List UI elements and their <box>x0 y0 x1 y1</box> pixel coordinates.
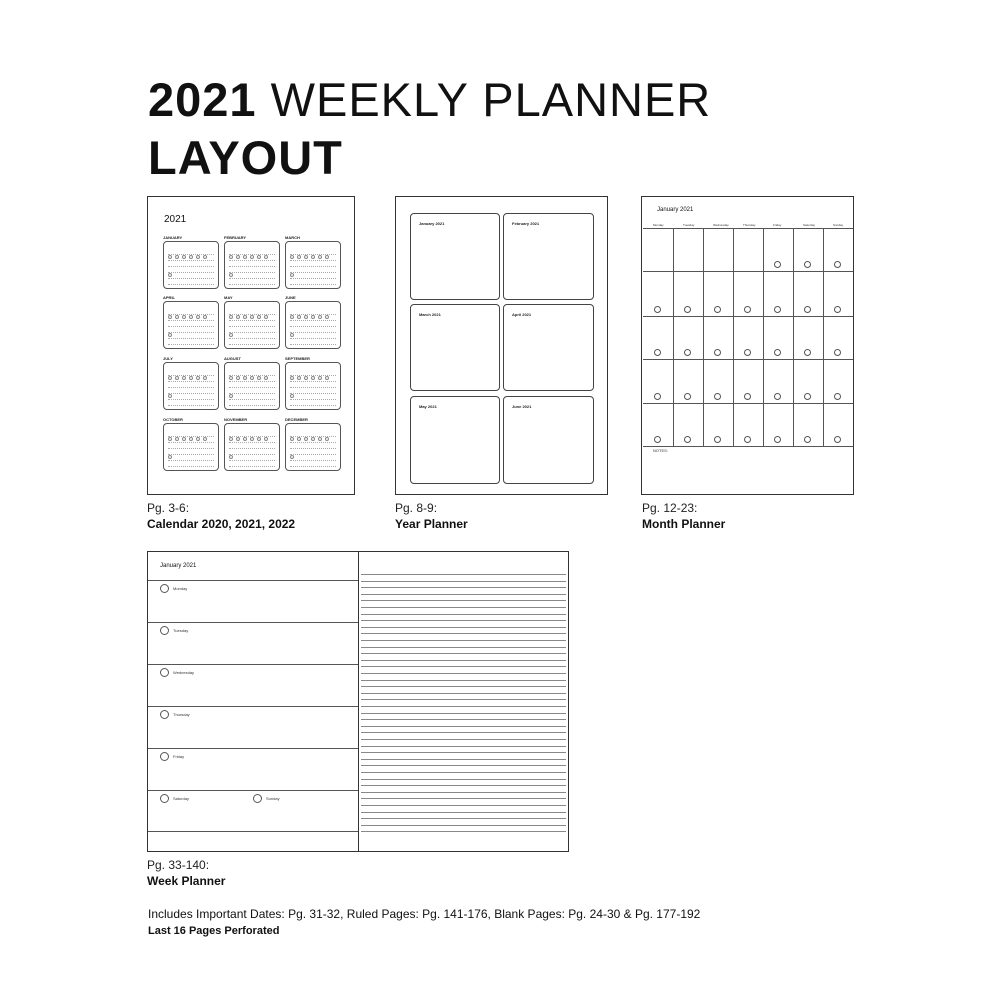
calendar-week-row <box>290 399 336 400</box>
calendar-mini-month <box>285 423 341 471</box>
calendar-mini-month <box>163 423 219 471</box>
ruled-line <box>361 785 566 786</box>
date-circle <box>834 349 841 356</box>
year-planner-box <box>503 304 594 391</box>
calendar-week-row <box>168 266 214 267</box>
day-circle <box>160 752 169 761</box>
ruled-line <box>361 732 566 733</box>
date-circle <box>774 261 781 268</box>
date-circle <box>774 349 781 356</box>
calendar-week-row <box>168 260 214 261</box>
year-planner-box <box>503 213 594 300</box>
month-planner-name: Month Planner <box>642 517 726 531</box>
ruled-line <box>361 620 566 621</box>
weekday-markers <box>290 246 336 250</box>
date-circle <box>834 393 841 400</box>
calendar-week-row <box>229 344 275 345</box>
calendar-week-row <box>168 405 214 406</box>
notes-label: NOTES: <box>653 448 668 453</box>
calendar-week-row <box>229 338 275 339</box>
ruled-line <box>361 574 566 575</box>
calendar-mini-month <box>163 362 219 410</box>
ruled-line <box>361 647 566 648</box>
day-circle <box>160 626 169 635</box>
month-planner-heading: January 2021 <box>657 207 694 213</box>
calendar-week-row <box>290 344 336 345</box>
calendar-week-row <box>290 381 336 382</box>
ruled-line <box>361 607 566 608</box>
calendar-week-row <box>229 278 275 279</box>
date-circle <box>774 306 781 313</box>
weekday-markers <box>229 428 275 432</box>
date-circle <box>654 306 661 313</box>
ruled-line <box>361 818 566 819</box>
calendar-week-row <box>168 454 214 455</box>
calendar-mini-month <box>224 241 280 289</box>
year-planner-box <box>410 304 500 391</box>
calendar-week-row <box>290 314 336 315</box>
weekday-markers <box>290 306 336 310</box>
ruled-line <box>361 594 566 595</box>
date-circle <box>684 306 691 313</box>
calendar-week-row <box>290 266 336 267</box>
year-planner-box <box>410 396 500 484</box>
month-planner-pages: Pg. 12-23: <box>642 501 698 515</box>
ruled-line <box>361 719 566 720</box>
ruled-line <box>361 825 566 826</box>
week-planner-name: Week Planner <box>147 874 226 888</box>
calendar-month-label: SEPTEMBER <box>285 356 310 361</box>
ruled-line <box>361 653 566 654</box>
date-circle <box>744 306 751 313</box>
grid-line <box>643 316 853 317</box>
day-label: Thursday <box>173 712 190 717</box>
date-circle <box>714 306 721 313</box>
ruled-line <box>361 759 566 760</box>
calendar-month-label: MAY <box>224 295 233 300</box>
calendar-week-row <box>229 375 275 376</box>
weekday-markers <box>168 428 214 432</box>
ruled-line <box>361 713 566 714</box>
calendar-week-row <box>290 442 336 443</box>
ruled-line <box>361 693 566 694</box>
calendar-week-row <box>290 375 336 376</box>
calendar-week-row <box>168 381 214 382</box>
date-circle <box>804 436 811 443</box>
ruled-line <box>361 772 566 773</box>
calendar-week-row <box>229 272 275 273</box>
grid-line <box>703 228 704 446</box>
day-divider <box>148 664 358 665</box>
grid-line <box>673 228 674 446</box>
grid-line <box>643 228 853 229</box>
year-planner-month: May 2021 <box>419 404 437 409</box>
day-label: Sunday <box>266 796 280 801</box>
calendar-month-label: JANUARY <box>163 235 183 240</box>
ruled-line <box>361 726 566 727</box>
calendar-month-label: DECEMBER <box>285 417 308 422</box>
ruled-line <box>361 640 566 641</box>
ruled-line <box>361 765 566 766</box>
calendar-month-label: JUNE <box>285 295 296 300</box>
weekday-markers <box>168 246 214 250</box>
calendar-week-row <box>290 272 336 273</box>
calendar-week-row <box>229 393 275 394</box>
calendar-week-row <box>168 442 214 443</box>
calendar-week-row <box>290 326 336 327</box>
date-circle <box>804 393 811 400</box>
calendar-week-row <box>168 254 214 255</box>
calendar-mini-month <box>224 362 280 410</box>
ruled-line <box>361 587 566 588</box>
ruled-line <box>361 746 566 747</box>
day-divider <box>148 706 358 707</box>
calendar-week-row <box>168 272 214 273</box>
calendar-week-row <box>229 332 275 333</box>
grid-line <box>643 446 853 447</box>
day-circle <box>160 584 169 593</box>
calendar-week-row <box>168 338 214 339</box>
month-planner-page <box>641 196 854 495</box>
date-circle <box>804 349 811 356</box>
date-circle <box>804 306 811 313</box>
calendar-week-row <box>290 284 336 285</box>
calendar-week-row <box>168 387 214 388</box>
day-circle <box>160 710 169 719</box>
calendar-week-row <box>229 260 275 261</box>
calendar-mini-month <box>285 301 341 349</box>
calendar-week-row <box>168 466 214 467</box>
date-circle <box>684 393 691 400</box>
calendar-week-row <box>168 278 214 279</box>
ruled-line <box>361 600 566 601</box>
day-circle <box>160 794 169 803</box>
date-circle <box>834 436 841 443</box>
date-circle <box>804 261 811 268</box>
ruled-line <box>361 666 566 667</box>
calendar-week-row <box>229 460 275 461</box>
date-circle <box>684 349 691 356</box>
calendar-week-row <box>168 375 214 376</box>
day-label: Saturday <box>173 796 190 801</box>
day-divider <box>148 748 358 749</box>
calendar-week-row <box>168 320 214 321</box>
year-planner-pages: Pg. 8-9: <box>395 501 438 515</box>
weekday-header: Sunday <box>833 223 844 227</box>
ruled-line <box>361 792 566 793</box>
grid-line <box>763 228 764 446</box>
grid-line <box>643 403 853 404</box>
calendar-week-row <box>168 326 214 327</box>
page-title <box>148 73 712 126</box>
calendar-mini-month <box>224 423 280 471</box>
calendar-week-row <box>290 332 336 333</box>
day-circle <box>160 668 169 677</box>
year-planner-month: June 2021 <box>512 404 532 409</box>
day-divider <box>148 580 358 581</box>
calendar-week-row <box>229 405 275 406</box>
calendar-week-row <box>168 460 214 461</box>
calendar-week-row <box>290 260 336 261</box>
calendar-week-row <box>168 448 214 449</box>
calendar-week-row <box>229 454 275 455</box>
calendar-week-row <box>290 320 336 321</box>
date-circle <box>654 349 661 356</box>
weekday-header: Thursday <box>743 223 756 227</box>
calendar-month-label: FEBRUARY <box>224 235 247 240</box>
calendar-month-label: MARCH <box>285 235 300 240</box>
calendar-week-row <box>229 320 275 321</box>
calendar-week-row <box>168 344 214 345</box>
day-divider <box>148 831 358 832</box>
grid-line <box>793 228 794 446</box>
weekday-header: Tuesday <box>683 223 695 227</box>
calendar-week-row <box>290 460 336 461</box>
week-planner-heading: January 2021 <box>160 563 197 569</box>
calendar-week-row <box>168 284 214 285</box>
calendar-mini-month <box>163 241 219 289</box>
weekday-header: Monday <box>653 223 664 227</box>
year-planner-month: April 2021 <box>512 312 532 317</box>
calendar-pages: Pg. 3-6: <box>147 501 190 515</box>
calendar-week-row <box>229 284 275 285</box>
date-circle <box>744 393 751 400</box>
ruled-line <box>361 581 566 582</box>
year-planner-month: February 2021 <box>512 221 540 226</box>
ruled-line <box>361 779 566 780</box>
calendar-week-row <box>290 436 336 437</box>
calendar-month-label: APRIL <box>163 295 175 300</box>
calendar-week-row <box>290 393 336 394</box>
calendar-week-row <box>290 338 336 339</box>
week-planner-pages: Pg. 33-140: <box>147 858 210 872</box>
grid-line <box>643 359 853 360</box>
calendar-week-row <box>290 387 336 388</box>
calendar-week-row <box>229 399 275 400</box>
page-subtitle <box>148 131 343 184</box>
ruled-line <box>361 831 566 832</box>
week-planner-spread <box>147 551 569 852</box>
weekday-header: Saturday <box>803 223 816 227</box>
year-planner-month: March 2021 <box>419 312 441 317</box>
calendar-week-row <box>290 466 336 467</box>
calendar-mini-month <box>285 362 341 410</box>
calendar-week-row <box>290 278 336 279</box>
calendar-month-label: JULY <box>163 356 173 361</box>
title-year: 2021 <box>148 73 257 126</box>
date-circle <box>834 306 841 313</box>
weekday-markers <box>290 367 336 371</box>
date-circle <box>684 436 691 443</box>
ruled-line <box>361 706 566 707</box>
calendar-week-row <box>290 254 336 255</box>
calendar-week-row <box>290 454 336 455</box>
ruled-line <box>361 805 566 806</box>
calendar-week-row <box>168 332 214 333</box>
weekday-header: Friday <box>773 223 782 227</box>
calendar-week-row <box>229 442 275 443</box>
ruled-line <box>361 812 566 813</box>
date-circle <box>744 436 751 443</box>
date-circle <box>714 349 721 356</box>
weekday-markers <box>229 306 275 310</box>
weekday-header: Wednesday <box>713 223 729 227</box>
year-planner-box <box>503 396 594 484</box>
grid-line <box>823 228 824 446</box>
calendar-week-row <box>290 448 336 449</box>
calendar-week-row <box>229 387 275 388</box>
calendar-week-row <box>229 466 275 467</box>
calendar-month-label: NOVEMBER <box>224 417 248 422</box>
day-label: Wednesday <box>173 670 195 675</box>
calendar-mini-month <box>224 301 280 349</box>
day-label: Monday <box>173 586 188 591</box>
grid-line <box>643 271 853 272</box>
title-layout: LAYOUT <box>148 131 343 184</box>
calendar-name: Calendar 2020, 2021, 2022 <box>147 517 296 531</box>
ruled-line <box>361 680 566 681</box>
calendar-week-row <box>168 399 214 400</box>
calendar-mini-month <box>285 241 341 289</box>
weekday-markers <box>168 306 214 310</box>
calendar-week-row <box>229 448 275 449</box>
date-circle <box>714 393 721 400</box>
weekday-markers <box>229 246 275 250</box>
date-circle <box>744 349 751 356</box>
ruled-line <box>361 752 566 753</box>
ruled-line <box>361 673 566 674</box>
calendar-month-label: OCTOBER <box>163 417 183 422</box>
day-label: Friday <box>173 754 185 759</box>
calendar-mini-month <box>163 301 219 349</box>
weekday-markers <box>290 428 336 432</box>
year-planner-box <box>410 213 500 300</box>
perforated-note: Last 16 Pages Perforated <box>148 925 280 937</box>
calendar-week-row <box>229 266 275 267</box>
title-rest: WEEKLY PLANNER <box>270 73 712 126</box>
weekday-markers <box>229 367 275 371</box>
calendar-week-row <box>290 405 336 406</box>
ruled-line <box>361 686 566 687</box>
calendar-week-row <box>229 381 275 382</box>
date-circle <box>654 393 661 400</box>
ruled-line <box>361 798 566 799</box>
calendar-week-row <box>168 314 214 315</box>
ruled-line <box>361 739 566 740</box>
calendar-week-row <box>229 314 275 315</box>
year-planner-page <box>395 196 608 495</box>
ruled-line <box>361 633 566 634</box>
date-circle <box>774 393 781 400</box>
calendar-year: 2021 <box>164 214 187 225</box>
calendar-page <box>147 196 355 495</box>
day-circle <box>253 794 262 803</box>
calendar-month-label: AUGUST <box>224 356 241 361</box>
year-planner-name: Year Planner <box>395 517 468 531</box>
ruled-line <box>361 614 566 615</box>
day-divider <box>148 622 358 623</box>
calendar-week-row <box>229 326 275 327</box>
weekday-markers <box>168 367 214 371</box>
date-circle <box>714 436 721 443</box>
ruled-line <box>361 660 566 661</box>
day-divider <box>148 790 358 791</box>
calendar-week-row <box>229 254 275 255</box>
day-label: Tuesday <box>173 628 189 633</box>
calendar-week-row <box>168 393 214 394</box>
ruled-line <box>361 699 566 700</box>
includes-note: Includes Important Dates: Pg. 31-32, Ruled Pages: Pg. 141-176, Blank Pages: Pg. 24-30 & Pg. 177-192 <box>148 907 701 921</box>
date-circle <box>654 436 661 443</box>
ruled-notes-page <box>359 552 568 851</box>
year-planner-month: January 2021 <box>419 221 445 226</box>
calendar-week-row <box>168 436 214 437</box>
date-circle <box>774 436 781 443</box>
grid-line <box>733 228 734 446</box>
calendar-week-row <box>229 436 275 437</box>
date-circle <box>834 261 841 268</box>
ruled-line <box>361 627 566 628</box>
